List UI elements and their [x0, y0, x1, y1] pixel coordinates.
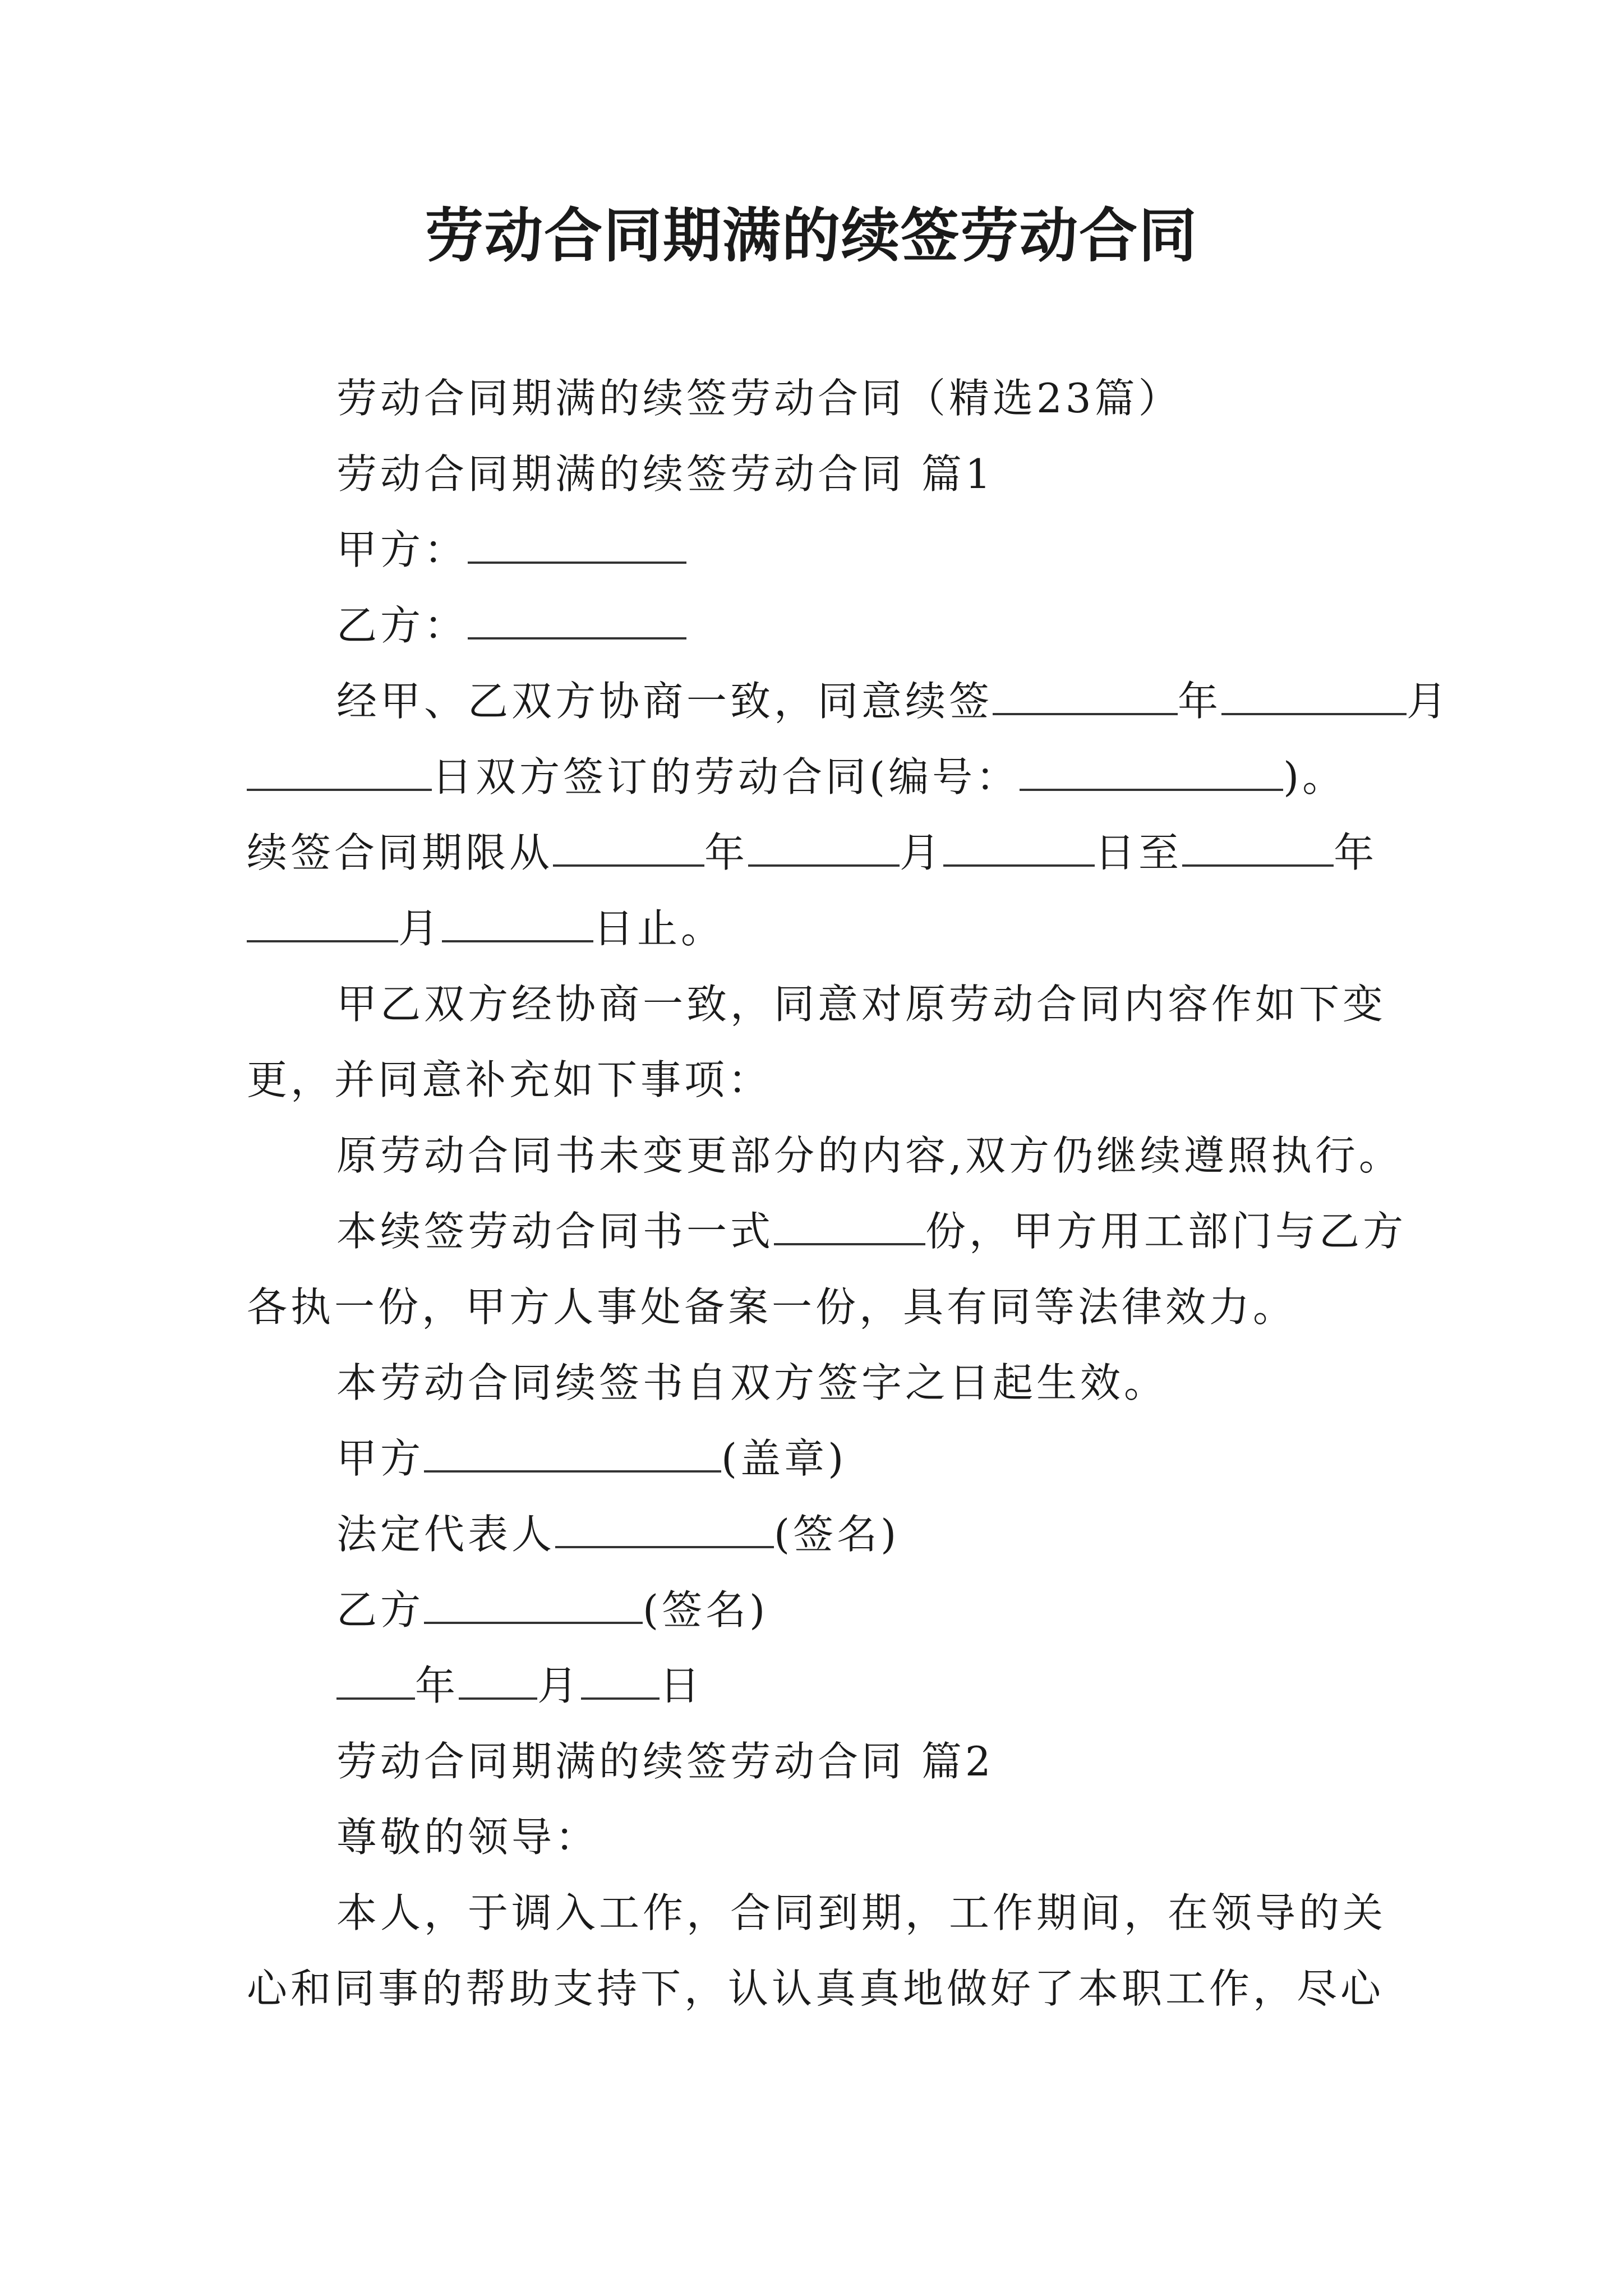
paragraph-line: 原劳动合同书未变更部分的内容,双方仍继续遵照执行。	[336, 1132, 1403, 1179]
sign-month-blank[interactable]	[459, 1664, 537, 1700]
year-blank[interactable]	[993, 679, 1178, 715]
party-a-blank[interactable]	[468, 528, 686, 564]
paragraph-line: 本人，于调入工作，合同到期，工作期间，在领导的关	[336, 1889, 1387, 1936]
start-day-blank[interactable]	[943, 831, 1095, 867]
seal-label: (盖章)	[721, 1435, 847, 1482]
start-month-blank[interactable]	[748, 831, 900, 867]
contract-number-blank[interactable]	[1020, 755, 1283, 791]
legal-rep-sign-blank[interactable]	[555, 1512, 774, 1548]
party-b-sign-blank[interactable]	[424, 1588, 643, 1624]
party-b-label: 乙方：	[336, 602, 468, 649]
year-label: 年	[1334, 829, 1378, 876]
signature-line-party-b	[336, 1582, 1481, 1638]
sign-label: (签名)	[643, 1586, 769, 1634]
day-label: 日	[660, 1662, 704, 1709]
party-b-blank[interactable]	[468, 604, 686, 639]
party-a-line	[336, 522, 1481, 578]
start-year-blank[interactable]	[553, 831, 704, 867]
month-label: 月	[537, 1662, 582, 1709]
paragraph-text: 经甲、乙双方协商一致，同意续签	[336, 678, 993, 725]
sign-label: (签名)	[774, 1511, 900, 1558]
party-b-line	[336, 597, 1481, 654]
signature-label: 乙方	[336, 1586, 425, 1634]
paragraph-line	[247, 749, 1391, 805]
year-label: 年	[415, 1662, 459, 1709]
paragraph-line: 更，并同意补充如下事项：	[247, 1056, 772, 1103]
paragraph-line: 本劳动合同续签书自双方签字之日起生效。	[336, 1359, 1168, 1406]
signature-line-legal-rep	[336, 1506, 1481, 1562]
month-label: 月	[398, 905, 442, 952]
paragraph-line	[336, 673, 1481, 729]
end-year-blank[interactable]	[1182, 831, 1334, 867]
copies-blank[interactable]	[774, 1209, 925, 1245]
sign-day-blank[interactable]	[581, 1664, 660, 1700]
paragraph-line: 心和同事的帮助支持下，认认真真地做好了本职工作，尽心	[247, 1965, 1385, 2012]
day-blank[interactable]	[247, 755, 432, 791]
section-heading-2: 劳动合同期满的续签劳动合同 篇2	[336, 1738, 994, 1785]
paragraph-line: 各执一份，甲方人事处备案一份，具有同等法律效力。	[247, 1283, 1297, 1331]
signature-label: 法定代表人	[336, 1511, 556, 1558]
end-day-blank[interactable]	[442, 907, 593, 942]
signature-label: 甲方	[336, 1435, 425, 1482]
paragraph-line: 甲乙双方经协商一致，同意对原劳动合同内容作如下变	[336, 981, 1387, 1028]
party-a-label: 甲方：	[336, 526, 468, 573]
section-heading-1: 劳动合同期满的续签劳动合同 篇1	[336, 450, 994, 498]
paragraph-text: 日至	[1095, 829, 1183, 876]
paragraph-line	[336, 1203, 1481, 1259]
paragraph-text: 本续签劳动合同书一式	[336, 1208, 774, 1255]
paragraph-text: 续签合同期限从	[247, 829, 554, 876]
paragraph-text: 份，甲方用工部门与乙方	[925, 1208, 1407, 1255]
paragraph-line	[247, 900, 1391, 956]
paragraph-text: 日双方签订的劳动合同(编号：	[432, 753, 1020, 800]
document-subtitle: 劳动合同期满的续签劳动合同（精选23篇）	[336, 375, 1182, 422]
month-blank[interactable]	[1221, 679, 1407, 715]
paragraph-text: )。	[1283, 753, 1347, 800]
salutation: 尊敬的领导：	[336, 1814, 600, 1861]
date-line	[336, 1658, 1481, 1714]
paragraph-text: 日止。	[593, 905, 725, 952]
end-month-blank[interactable]	[247, 907, 398, 942]
party-a-seal-blank[interactable]	[424, 1437, 721, 1473]
signature-line-party-a	[336, 1430, 1481, 1487]
year-label: 年	[1178, 678, 1222, 725]
document-title: 劳动合同期满的续签劳动合同	[425, 201, 1198, 270]
year-label: 年	[704, 829, 749, 876]
sign-year-blank[interactable]	[336, 1664, 415, 1700]
month-label: 月	[900, 829, 944, 876]
month-label: 月	[1407, 678, 1451, 725]
paragraph-line	[247, 825, 1391, 881]
